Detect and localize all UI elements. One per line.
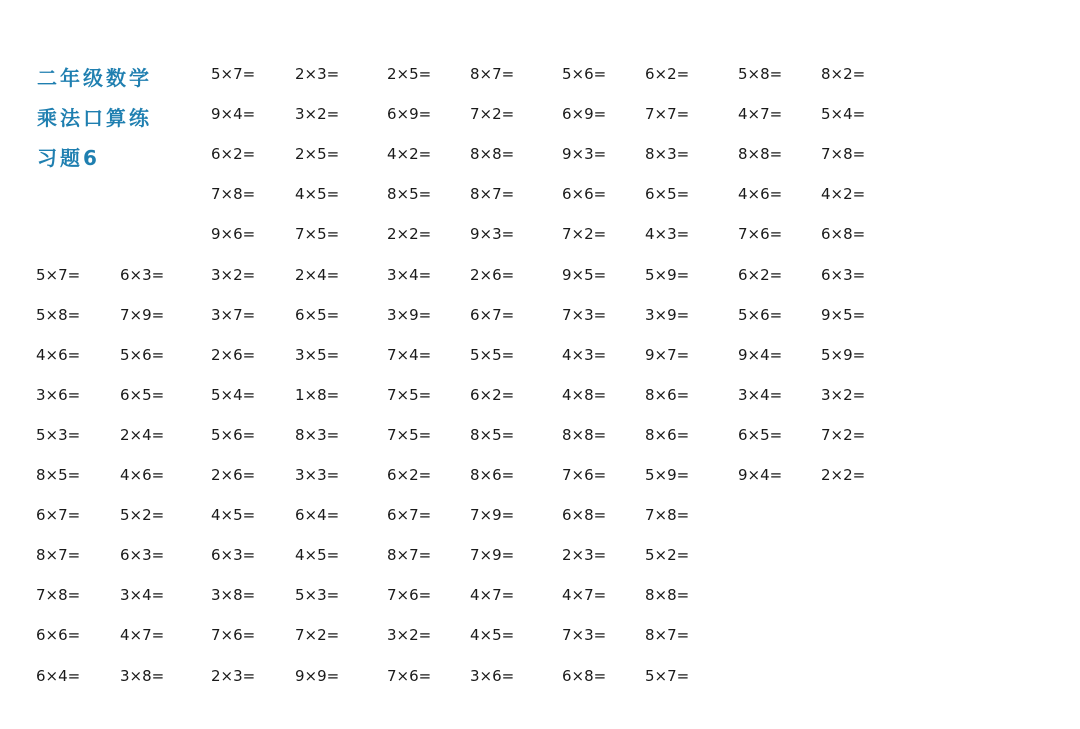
problem-item: 3×8=: [120, 667, 165, 685]
problem-item: 3×3=: [295, 466, 340, 484]
problem-item: 7×2=: [470, 105, 515, 123]
problem-item: 6×2=: [211, 145, 256, 163]
problem-item: 3×8=: [211, 586, 256, 604]
problem-item: 6×2=: [738, 266, 783, 284]
title-line-3: 习题6: [37, 146, 100, 170]
problem-item: 9×4=: [211, 105, 256, 123]
problem-item: 6×2=: [470, 386, 515, 404]
problem-item: 6×3=: [120, 546, 165, 564]
problem-item: 7×5=: [387, 386, 432, 404]
problem-item: 6×9=: [562, 105, 607, 123]
problem-item: 7×6=: [387, 667, 432, 685]
problem-item: 4×2=: [387, 145, 432, 163]
problem-item: 5×9=: [645, 466, 690, 484]
problem-item: 8×8=: [470, 145, 515, 163]
problem-item: 5×8=: [738, 65, 783, 83]
problem-item: 5×2=: [645, 546, 690, 564]
problem-item: 8×5=: [36, 466, 81, 484]
problem-item: 7×8=: [211, 185, 256, 203]
problem-item: 4×7=: [562, 586, 607, 604]
problem-item: 8×6=: [645, 386, 690, 404]
problem-item: 7×8=: [821, 145, 866, 163]
problem-item: 6×2=: [387, 466, 432, 484]
title-line-1: 二年级数学: [37, 66, 152, 90]
problem-item: 9×9=: [295, 667, 340, 685]
problem-item: 1×8=: [295, 386, 340, 404]
problem-item: 5×9=: [645, 266, 690, 284]
problem-item: 6×3=: [211, 546, 256, 564]
problem-item: 5×7=: [211, 65, 256, 83]
problem-item: 2×3=: [562, 546, 607, 564]
problem-item: 5×6=: [211, 426, 256, 444]
problem-item: 6×4=: [295, 506, 340, 524]
worksheet-title: [37, 58, 152, 178]
problem-item: 2×4=: [120, 426, 165, 444]
problem-item: 8×8=: [738, 145, 783, 163]
problem-item: 6×7=: [387, 506, 432, 524]
problem-item: 4×7=: [120, 626, 165, 644]
problem-item: 2×6=: [211, 346, 256, 364]
problem-item: 6×2=: [645, 65, 690, 83]
problem-item: 5×6=: [562, 65, 607, 83]
problem-item: 6×8=: [562, 667, 607, 685]
problem-item: 3×2=: [295, 105, 340, 123]
problem-item: 8×5=: [387, 185, 432, 203]
problem-item: 7×5=: [295, 225, 340, 243]
problem-item: 5×6=: [738, 306, 783, 324]
problem-item: 3×6=: [470, 667, 515, 685]
problem-item: 4×7=: [738, 105, 783, 123]
problem-item: 3×9=: [645, 306, 690, 324]
problem-item: 7×6=: [387, 586, 432, 604]
problem-item: 6×8=: [562, 506, 607, 524]
problem-item: 3×4=: [738, 386, 783, 404]
problem-item: 9×5=: [562, 266, 607, 284]
problem-item: 8×6=: [645, 426, 690, 444]
problem-item: 2×5=: [387, 65, 432, 83]
problem-item: 4×2=: [821, 185, 866, 203]
problem-item: 5×9=: [821, 346, 866, 364]
problem-item: 2×5=: [295, 145, 340, 163]
problem-item: 3×2=: [821, 386, 866, 404]
problem-item: 4×6=: [120, 466, 165, 484]
problem-item: 7×9=: [470, 546, 515, 564]
problem-item: 2×3=: [211, 667, 256, 685]
problem-item: 5×6=: [120, 346, 165, 364]
problem-item: 7×2=: [295, 626, 340, 644]
problem-item: 6×5=: [645, 185, 690, 203]
problem-item: 5×4=: [211, 386, 256, 404]
problem-item: 5×2=: [120, 506, 165, 524]
problem-item: 4×5=: [295, 185, 340, 203]
problem-item: 6×3=: [120, 266, 165, 284]
problem-item: 8×7=: [387, 546, 432, 564]
problem-item: 7×2=: [821, 426, 866, 444]
problem-item: 8×7=: [470, 185, 515, 203]
problem-item: 3×2=: [211, 266, 256, 284]
problem-item: 7×2=: [562, 225, 607, 243]
problem-item: 4×5=: [470, 626, 515, 644]
problem-item: 5×7=: [36, 266, 81, 284]
problem-item: 9×7=: [645, 346, 690, 364]
problem-item: 4×5=: [295, 546, 340, 564]
problem-item: 2×6=: [470, 266, 515, 284]
problem-item: 7×9=: [470, 506, 515, 524]
problem-item: 9×6=: [211, 225, 256, 243]
problem-item: 6×6=: [562, 185, 607, 203]
problem-item: 7×3=: [562, 306, 607, 324]
problem-item: 7×8=: [645, 506, 690, 524]
problem-item: 4×6=: [738, 185, 783, 203]
problem-item: 3×2=: [387, 626, 432, 644]
problem-item: 8×8=: [562, 426, 607, 444]
problem-item: 6×5=: [295, 306, 340, 324]
problem-item: 6×9=: [387, 105, 432, 123]
problem-item: 7×3=: [562, 626, 607, 644]
problem-item: 9×3=: [562, 145, 607, 163]
problem-item: 5×3=: [295, 586, 340, 604]
problem-item: 8×2=: [821, 65, 866, 83]
problem-item: 6×3=: [821, 266, 866, 284]
problem-item: 7×6=: [738, 225, 783, 243]
problem-item: 3×5=: [295, 346, 340, 364]
problem-item: 6×7=: [36, 506, 81, 524]
problem-item: 7×8=: [36, 586, 81, 604]
problem-item: 4×8=: [562, 386, 607, 404]
problem-item: 4×6=: [36, 346, 81, 364]
problem-item: 8×8=: [645, 586, 690, 604]
problem-item: 6×5=: [120, 386, 165, 404]
title-line-2: 乘法口算练: [37, 106, 152, 130]
problem-item: 4×7=: [470, 586, 515, 604]
problem-item: 9×5=: [821, 306, 866, 324]
problem-item: 2×3=: [295, 65, 340, 83]
problem-item: 7×7=: [645, 105, 690, 123]
problem-item: 8×6=: [470, 466, 515, 484]
problem-item: 8×3=: [295, 426, 340, 444]
problem-item: 8×7=: [36, 546, 81, 564]
problem-item: 4×3=: [645, 225, 690, 243]
problem-item: 5×4=: [821, 105, 866, 123]
problem-item: 5×3=: [36, 426, 81, 444]
problem-item: 8×7=: [470, 65, 515, 83]
problem-item: 6×7=: [470, 306, 515, 324]
problem-item: 8×7=: [645, 626, 690, 644]
problem-item: 2×2=: [387, 225, 432, 243]
problem-item: 7×9=: [120, 306, 165, 324]
problem-item: 6×6=: [36, 626, 81, 644]
problem-item: 6×5=: [738, 426, 783, 444]
problem-item: 3×6=: [36, 386, 81, 404]
problem-item: 9×4=: [738, 346, 783, 364]
problem-item: 5×7=: [645, 667, 690, 685]
problem-item: 7×5=: [387, 426, 432, 444]
problem-item: 3×7=: [211, 306, 256, 324]
problem-item: 4×3=: [562, 346, 607, 364]
problem-item: 9×3=: [470, 225, 515, 243]
problem-item: 6×8=: [821, 225, 866, 243]
problem-item: 3×4=: [387, 266, 432, 284]
problem-item: 3×4=: [120, 586, 165, 604]
problem-item: 5×8=: [36, 306, 81, 324]
problem-item: 3×9=: [387, 306, 432, 324]
problem-item: 2×4=: [295, 266, 340, 284]
problem-item: 8×3=: [645, 145, 690, 163]
problem-item: 7×6=: [211, 626, 256, 644]
problem-item: 9×4=: [738, 466, 783, 484]
problem-item: 7×6=: [562, 466, 607, 484]
problem-item: 8×5=: [470, 426, 515, 444]
problem-item: 2×2=: [821, 466, 866, 484]
problem-item: 7×4=: [387, 346, 432, 364]
problem-item: 2×6=: [211, 466, 256, 484]
problem-item: 6×4=: [36, 667, 81, 685]
problem-item: 4×5=: [211, 506, 256, 524]
problem-item: 5×5=: [470, 346, 515, 364]
